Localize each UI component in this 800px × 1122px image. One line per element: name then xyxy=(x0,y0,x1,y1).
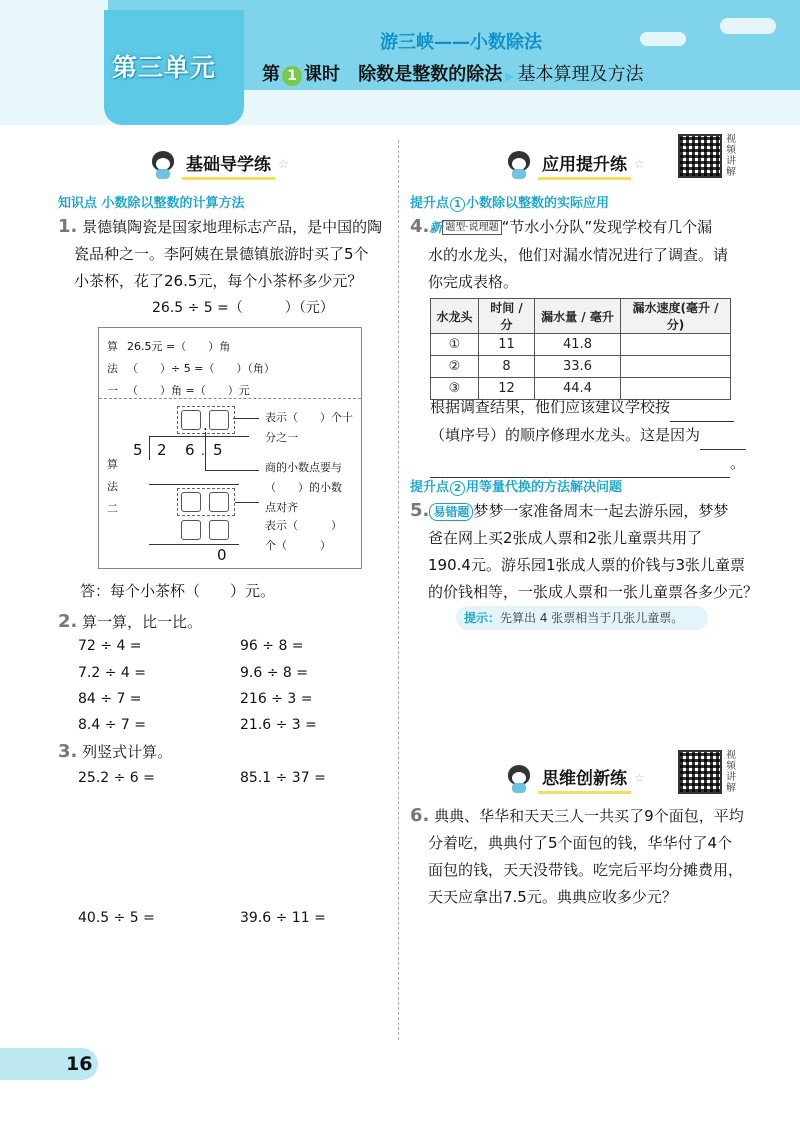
star-icon: ☆ xyxy=(278,157,289,171)
lesson-title-line xyxy=(262,60,644,86)
lesson-method: 基本算理及方法 xyxy=(517,64,644,85)
question-text: 分着吃，典典付了5个面包的钱，华华付了4个 xyxy=(428,834,733,852)
point-prefix: 提升点 xyxy=(410,196,450,211)
cloud-icon xyxy=(640,32,686,46)
method-1-label xyxy=(107,336,118,402)
star-icon: ☆ xyxy=(634,157,645,171)
table-row xyxy=(431,356,731,378)
question-number: 5. xyxy=(410,500,430,521)
answer-blank[interactable] xyxy=(670,394,734,422)
mascot-icon xyxy=(150,149,176,179)
section-banner-creative xyxy=(506,760,645,796)
answer-cell[interactable] xyxy=(621,334,731,356)
knowledge-point: 知识点 小数除以整数的计算方法 xyxy=(58,196,245,211)
improvement-point-1 xyxy=(410,192,609,212)
question-number: 6. xyxy=(410,805,430,826)
method-1-line[interactable]: （ ）角 =（ ）元 xyxy=(127,384,250,397)
dividend-digit: 6 xyxy=(185,441,195,459)
cloud-icon xyxy=(720,18,776,34)
improvement-point-2 xyxy=(410,476,622,496)
division-bracket xyxy=(149,436,150,460)
hint-label: 提示： xyxy=(464,611,501,625)
hint-text: 先算出 4 张票相当于几张儿童票。 xyxy=(500,611,684,625)
label-char: 法 xyxy=(107,480,118,493)
method-2-label xyxy=(107,454,118,520)
q2-item[interactable]: 21.6 ÷ 3 = xyxy=(240,717,317,733)
q2-item[interactable]: 216 ÷ 3 = xyxy=(240,691,313,707)
method-1-line[interactable]: 26.5元 =（ ）角 xyxy=(127,340,231,353)
dividend-digit: 2 xyxy=(157,441,167,459)
lesson-title: 除数是整数的除法 xyxy=(358,64,503,85)
question-text: 天天应拿出7.5元。典典应收多少元？ xyxy=(428,888,677,906)
point-text: 用等量代换的方法解决问题 xyxy=(466,480,623,495)
lesson-prefix: 第 xyxy=(262,64,280,85)
table-cell: 12 xyxy=(479,378,535,400)
question-number: 1. xyxy=(58,216,78,237)
note-text: 商的小数点要与 xyxy=(265,461,342,474)
q3-item[interactable]: 39.6 ÷ 11 = xyxy=(240,910,326,926)
label-char: 二 xyxy=(107,502,118,515)
question-text: 小茶杯，花了26.5元，每个小茶杯多少元？ xyxy=(74,272,363,290)
leak-table xyxy=(430,298,731,400)
point-text: 小数除以整数的实际应用 xyxy=(466,196,610,211)
note-decimal-align[interactable] xyxy=(265,458,342,518)
label-char: 一 xyxy=(107,384,118,397)
table-cell: 33.6 xyxy=(535,356,621,378)
arrow-line xyxy=(233,418,259,419)
question-text: 典典、华华和天天三人一共买了9个面包，平均 xyxy=(434,807,744,825)
question-text: 爸在网上买2张成人票和2张儿童票共用了 xyxy=(428,529,703,547)
question-text: 面包的钱，天天没带钱。吃完后平均分摊费用， xyxy=(428,861,744,879)
table-cell: 8 xyxy=(479,356,535,378)
work-blank-box[interactable] xyxy=(209,492,229,512)
table-cell: ② xyxy=(431,356,479,378)
hint-pill xyxy=(456,606,708,630)
banner-label: 思维创新练 xyxy=(538,762,631,794)
question-1 xyxy=(58,213,388,295)
question-text: 190.4元。游乐园1张成人票的价钱与3张儿童票 xyxy=(428,556,746,574)
final-remainder: 0 xyxy=(217,546,227,564)
dividend-digit: 5 xyxy=(213,441,223,459)
question-4 xyxy=(410,213,770,296)
q2-item[interactable]: 9.6 ÷ 8 = xyxy=(240,665,308,681)
mascot-icon xyxy=(506,149,532,179)
column-header: 漏水速度(毫升 / 分) xyxy=(621,299,731,334)
table-cell: 11 xyxy=(479,334,535,356)
qr-code-icon[interactable] xyxy=(678,134,722,178)
arrow-line xyxy=(205,432,206,470)
question-text: 你完成表格。 xyxy=(428,273,519,291)
q1-formula[interactable]: 26.5 ÷ 5 =（ ）（元） xyxy=(152,300,334,316)
label-char: 算 xyxy=(107,458,118,471)
table-cell: 44.4 xyxy=(535,378,621,400)
dividend-decimal-point: . xyxy=(201,444,205,458)
column-divider xyxy=(398,140,399,1040)
divisor-digit: 5 xyxy=(133,441,143,459)
quotient-blank-box[interactable] xyxy=(181,410,201,430)
method-1-lines[interactable] xyxy=(127,336,275,402)
question-text: 水的水龙头，他们对漏水情况进行了调查。请 xyxy=(428,246,729,264)
answer-blank[interactable] xyxy=(430,450,730,478)
q2-item[interactable]: 7.2 ÷ 4 = xyxy=(78,665,146,681)
section-banner-basic xyxy=(150,146,289,182)
quotient-blank-box[interactable] xyxy=(209,410,229,430)
table-cell: ③ xyxy=(431,378,479,400)
column-header: 漏水量 / 毫升 xyxy=(535,299,621,334)
note-represents[interactable] xyxy=(265,516,342,556)
question-3 xyxy=(58,738,172,766)
subtraction-line xyxy=(149,544,239,545)
qr-label: 视频讲解 xyxy=(726,134,736,178)
method-1-line[interactable]: （ ）÷ 5 =（ ）（角） xyxy=(127,362,275,375)
note-text: 点对齐 xyxy=(265,501,298,514)
lesson-suffix: 课时 xyxy=(304,64,340,85)
q2-item[interactable]: 96 ÷ 8 = xyxy=(240,638,304,654)
qr-code-icon[interactable] xyxy=(678,750,722,794)
q2-item[interactable]: 8.4 ÷ 7 = xyxy=(78,717,146,733)
dashed-separator xyxy=(99,398,361,399)
note-text: 分之一 xyxy=(265,431,298,444)
question-2 xyxy=(58,608,202,636)
triangle-right-icon: ▶ xyxy=(505,69,515,83)
qr-label: 视频讲解 xyxy=(726,750,736,794)
followup-text: 根据调查结果，他们应该建议学校按 xyxy=(430,398,671,416)
answer-cell[interactable] xyxy=(621,356,731,378)
q3-item[interactable]: 40.5 ÷ 5 = xyxy=(78,910,155,926)
followup-text: 。 xyxy=(730,454,746,472)
note-text[interactable]: （ ）的小数 xyxy=(265,481,342,494)
column-header: 时间 / 分 xyxy=(479,299,535,334)
section-banner-applied xyxy=(506,146,645,182)
q2-item[interactable]: 72 ÷ 4 = xyxy=(78,638,142,654)
unit-title: 第三单元 xyxy=(112,53,217,82)
q3-item[interactable]: 25.2 ÷ 6 = xyxy=(78,770,155,786)
error-prone-tag: 易错题 xyxy=(429,503,473,521)
question-text: 梦梦一家准备周末一起去游乐园，梦梦 xyxy=(473,502,729,520)
point-number-badge: 2 xyxy=(450,481,465,496)
question-text: 算一算，比一比。 xyxy=(82,613,203,631)
q1-answer[interactable]: 答：每个小茶杯（ ）元。 xyxy=(80,582,276,600)
point-prefix: 提升点 xyxy=(410,480,450,495)
column-header: 水龙头 xyxy=(431,299,479,334)
page-number: 16 xyxy=(66,1053,93,1075)
question-text: “节水小分队”发现学校有几个漏 xyxy=(501,218,713,236)
note-text[interactable]: 表示（ ）个十 xyxy=(265,411,353,424)
q2-item[interactable]: 84 ÷ 7 = xyxy=(78,691,142,707)
banner-label: 应用提升练 xyxy=(538,148,631,180)
question-6 xyxy=(410,802,790,911)
table-cell: ① xyxy=(431,334,479,356)
arrow-line xyxy=(235,502,259,503)
point-number-badge: 1 xyxy=(450,197,465,212)
question-type-tag: 题型·说理题 xyxy=(442,220,501,235)
question-number: 2. xyxy=(58,611,78,632)
work-blank-box[interactable] xyxy=(181,520,201,540)
star-icon: ☆ xyxy=(634,771,645,785)
subtraction-line xyxy=(149,484,239,485)
note-tenths[interactable] xyxy=(265,408,353,448)
q4-followup xyxy=(430,394,775,478)
mascot-icon xyxy=(506,763,532,793)
question-number: 4. xyxy=(410,216,430,237)
table-header-row xyxy=(431,299,731,334)
table-cell: 41.8 xyxy=(535,334,621,356)
quotient-decimal-point: . xyxy=(203,416,208,434)
question-number: 3. xyxy=(58,741,78,762)
question-text: 列竖式计算。 xyxy=(82,743,173,761)
question-text: 景德镇陶瓷是国家地理标志产品，是中国的陶 xyxy=(82,218,383,236)
label-char: 法 xyxy=(107,362,118,375)
method-box xyxy=(98,327,362,569)
question-text: 的价钱相等，一张成人票和一张儿童票各多少元？ xyxy=(428,583,759,601)
lesson-number-badge: 1 xyxy=(282,66,302,86)
work-blank-box[interactable] xyxy=(181,492,201,512)
note-text[interactable]: 表示（ ） xyxy=(265,519,342,532)
banner-label: 基础导学练 xyxy=(182,148,275,180)
chapter-subtitle: 游三峡——小数除法 xyxy=(380,32,542,53)
followup-text: （填序号）的顺序修理水龙头。这是因为 xyxy=(430,426,701,444)
work-blank-box[interactable] xyxy=(209,520,229,540)
label-char: 算 xyxy=(107,340,118,353)
note-text[interactable]: 个（ ） xyxy=(265,539,331,552)
q3-item[interactable]: 85.1 ÷ 37 = xyxy=(240,770,326,786)
question-5 xyxy=(410,497,790,606)
arrow-line xyxy=(205,470,259,471)
table-row xyxy=(431,334,731,356)
question-text: 瓷品种之一。李阿姨在景德镇旅游时买了5个 xyxy=(74,245,369,263)
new-tag: 新 xyxy=(429,221,443,236)
answer-blank[interactable] xyxy=(700,422,746,450)
division-bar xyxy=(149,436,249,437)
